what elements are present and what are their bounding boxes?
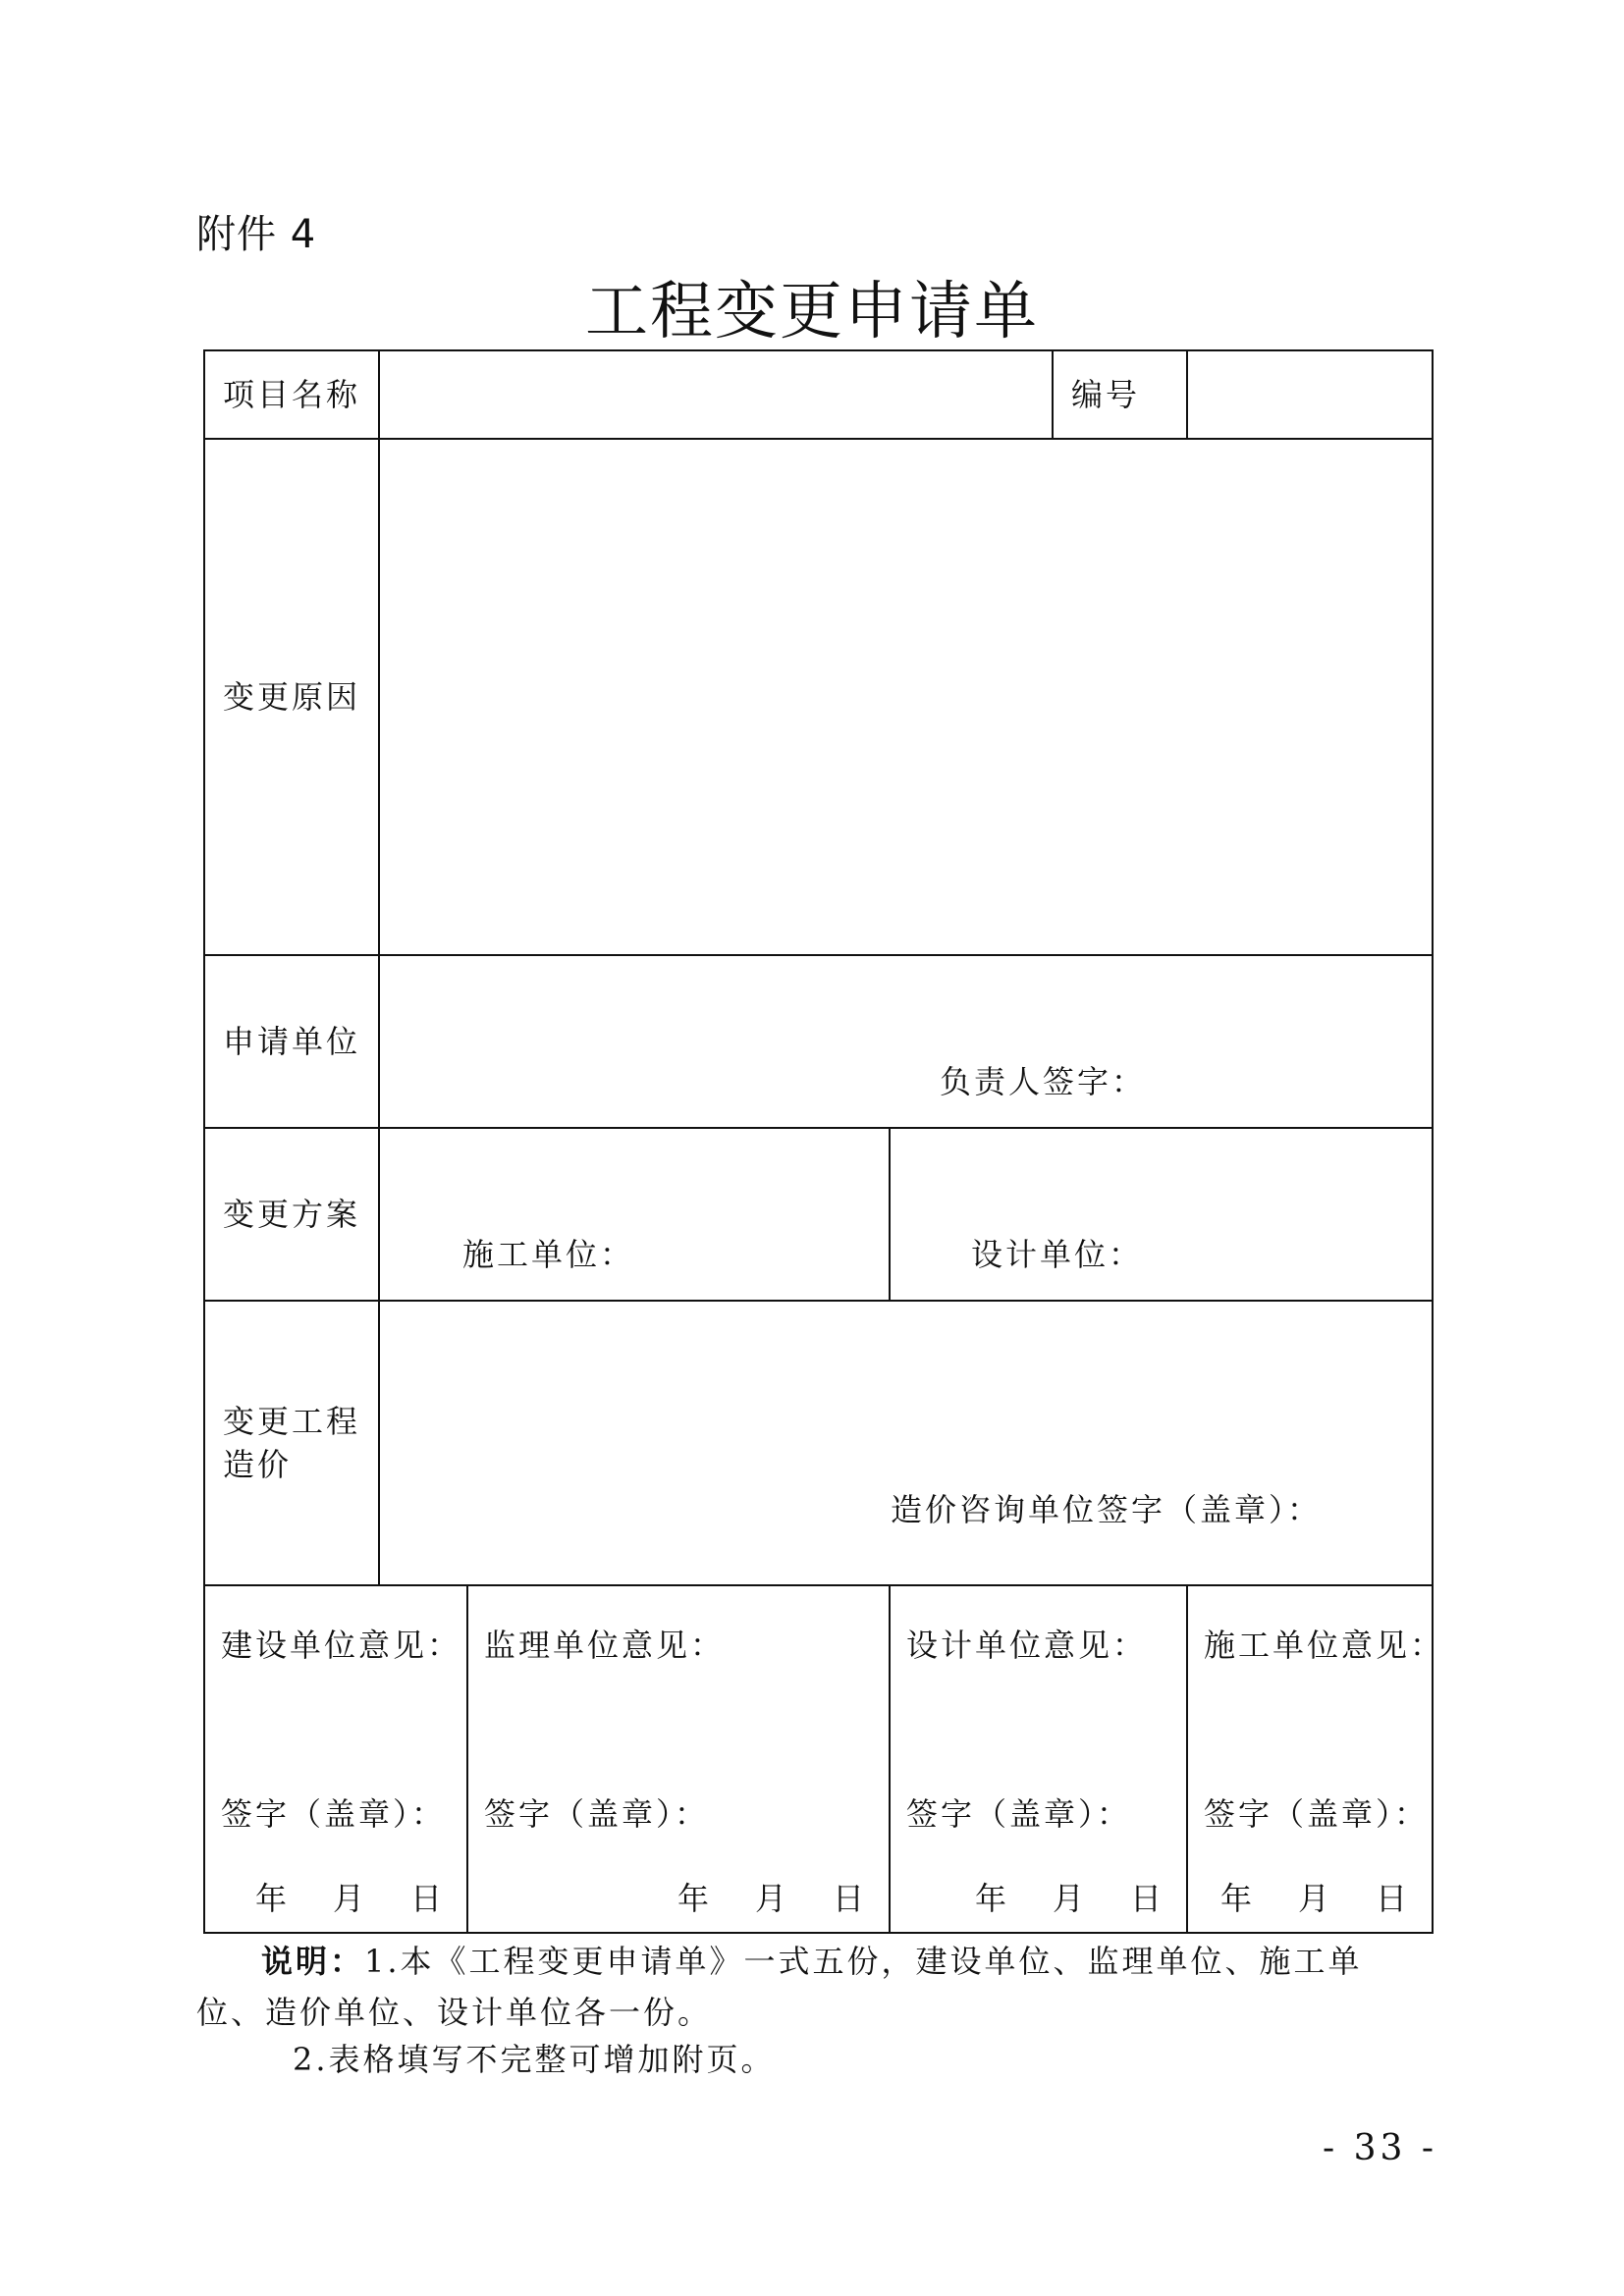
change-reason-field[interactable] xyxy=(379,439,1433,955)
applicant-field[interactable] xyxy=(379,955,1433,1128)
date-day: 日 xyxy=(409,1880,445,1917)
contractor-opinion-sign: 签字（盖章）： xyxy=(1204,1795,1430,1833)
date-day: 日 xyxy=(832,1880,867,1917)
design-unit-label: 设计单位： xyxy=(971,1236,1144,1273)
contractor-opinion-date xyxy=(1220,1877,1410,1920)
designer-opinion-sign: 签字（盖章）： xyxy=(906,1795,1132,1833)
change-request-form xyxy=(203,349,1445,1934)
change-cost-label-line1: 变更工程 xyxy=(223,1403,361,1440)
designer-opinion-date xyxy=(975,1877,1164,1920)
document-title: 工程变更申请单 xyxy=(585,276,1039,348)
change-cost-label xyxy=(204,1301,379,1585)
designer-opinion-cell[interactable] xyxy=(890,1585,1187,1933)
number-field[interactable] xyxy=(1187,350,1433,439)
construction-unit-label: 施工单位： xyxy=(462,1236,635,1273)
number-label: 编号 xyxy=(1053,350,1187,439)
project-name-field[interactable] xyxy=(379,350,1053,439)
date-year: 年 xyxy=(1219,1880,1255,1917)
cost-consult-sign-label: 造价咨询单位签字（盖章）： xyxy=(891,1491,1323,1528)
note-text-1: 1.本《工程变更申请单》一式五份，建设单位、监理单位、施工单位、造价单位、设计单位各一份。 xyxy=(196,1943,1363,2031)
date-year: 年 xyxy=(677,1880,712,1917)
change-plan-label: 变更方案 xyxy=(204,1128,379,1301)
date-month: 月 xyxy=(1297,1880,1332,1917)
owner-opinion-cell[interactable] xyxy=(204,1585,467,1933)
applicant-label: 申请单位 xyxy=(204,955,379,1128)
date-year: 年 xyxy=(254,1880,290,1917)
date-day: 日 xyxy=(1129,1880,1164,1917)
note-line-1 xyxy=(196,1936,1430,2038)
date-month: 月 xyxy=(332,1880,367,1917)
responsible-sign-label: 负责人签字： xyxy=(940,1063,1147,1100)
owner-opinion-sign: 签字（盖章）： xyxy=(221,1795,447,1833)
note-label: 说明： xyxy=(261,1943,365,1980)
note-line-2: 2.表格填写不完整可增加附页。 xyxy=(293,2041,776,2078)
date-month: 月 xyxy=(754,1880,789,1917)
page-number: - 33 - xyxy=(1322,2128,1437,2168)
attachment-label: 附件 4 xyxy=(196,212,317,257)
contractor-opinion-title: 施工单位意见： xyxy=(1204,1627,1445,1664)
owner-opinion-date xyxy=(255,1877,445,1920)
owner-opinion-title: 建设单位意见： xyxy=(221,1627,462,1664)
date-day: 日 xyxy=(1375,1880,1410,1917)
supervisor-opinion-title: 监理单位意见： xyxy=(484,1627,726,1664)
supervisor-opinion-date xyxy=(677,1877,867,1920)
change-reason-label: 变更原因 xyxy=(204,439,379,955)
project-name-label: 项目名称 xyxy=(204,350,379,439)
designer-opinion-title: 设计单位意见： xyxy=(906,1627,1148,1664)
date-month: 月 xyxy=(1052,1880,1087,1917)
date-year: 年 xyxy=(974,1880,1009,1917)
supervisor-opinion-sign: 签字（盖章）： xyxy=(484,1795,710,1833)
change-cost-label-line2: 造价 xyxy=(223,1446,293,1483)
change-cost-field[interactable] xyxy=(379,1301,1433,1585)
construction-plan-field[interactable] xyxy=(379,1128,890,1301)
supervisor-opinion-cell[interactable] xyxy=(467,1585,890,1933)
design-plan-field[interactable] xyxy=(890,1128,1433,1301)
contractor-opinion-cell[interactable] xyxy=(1187,1585,1445,1933)
